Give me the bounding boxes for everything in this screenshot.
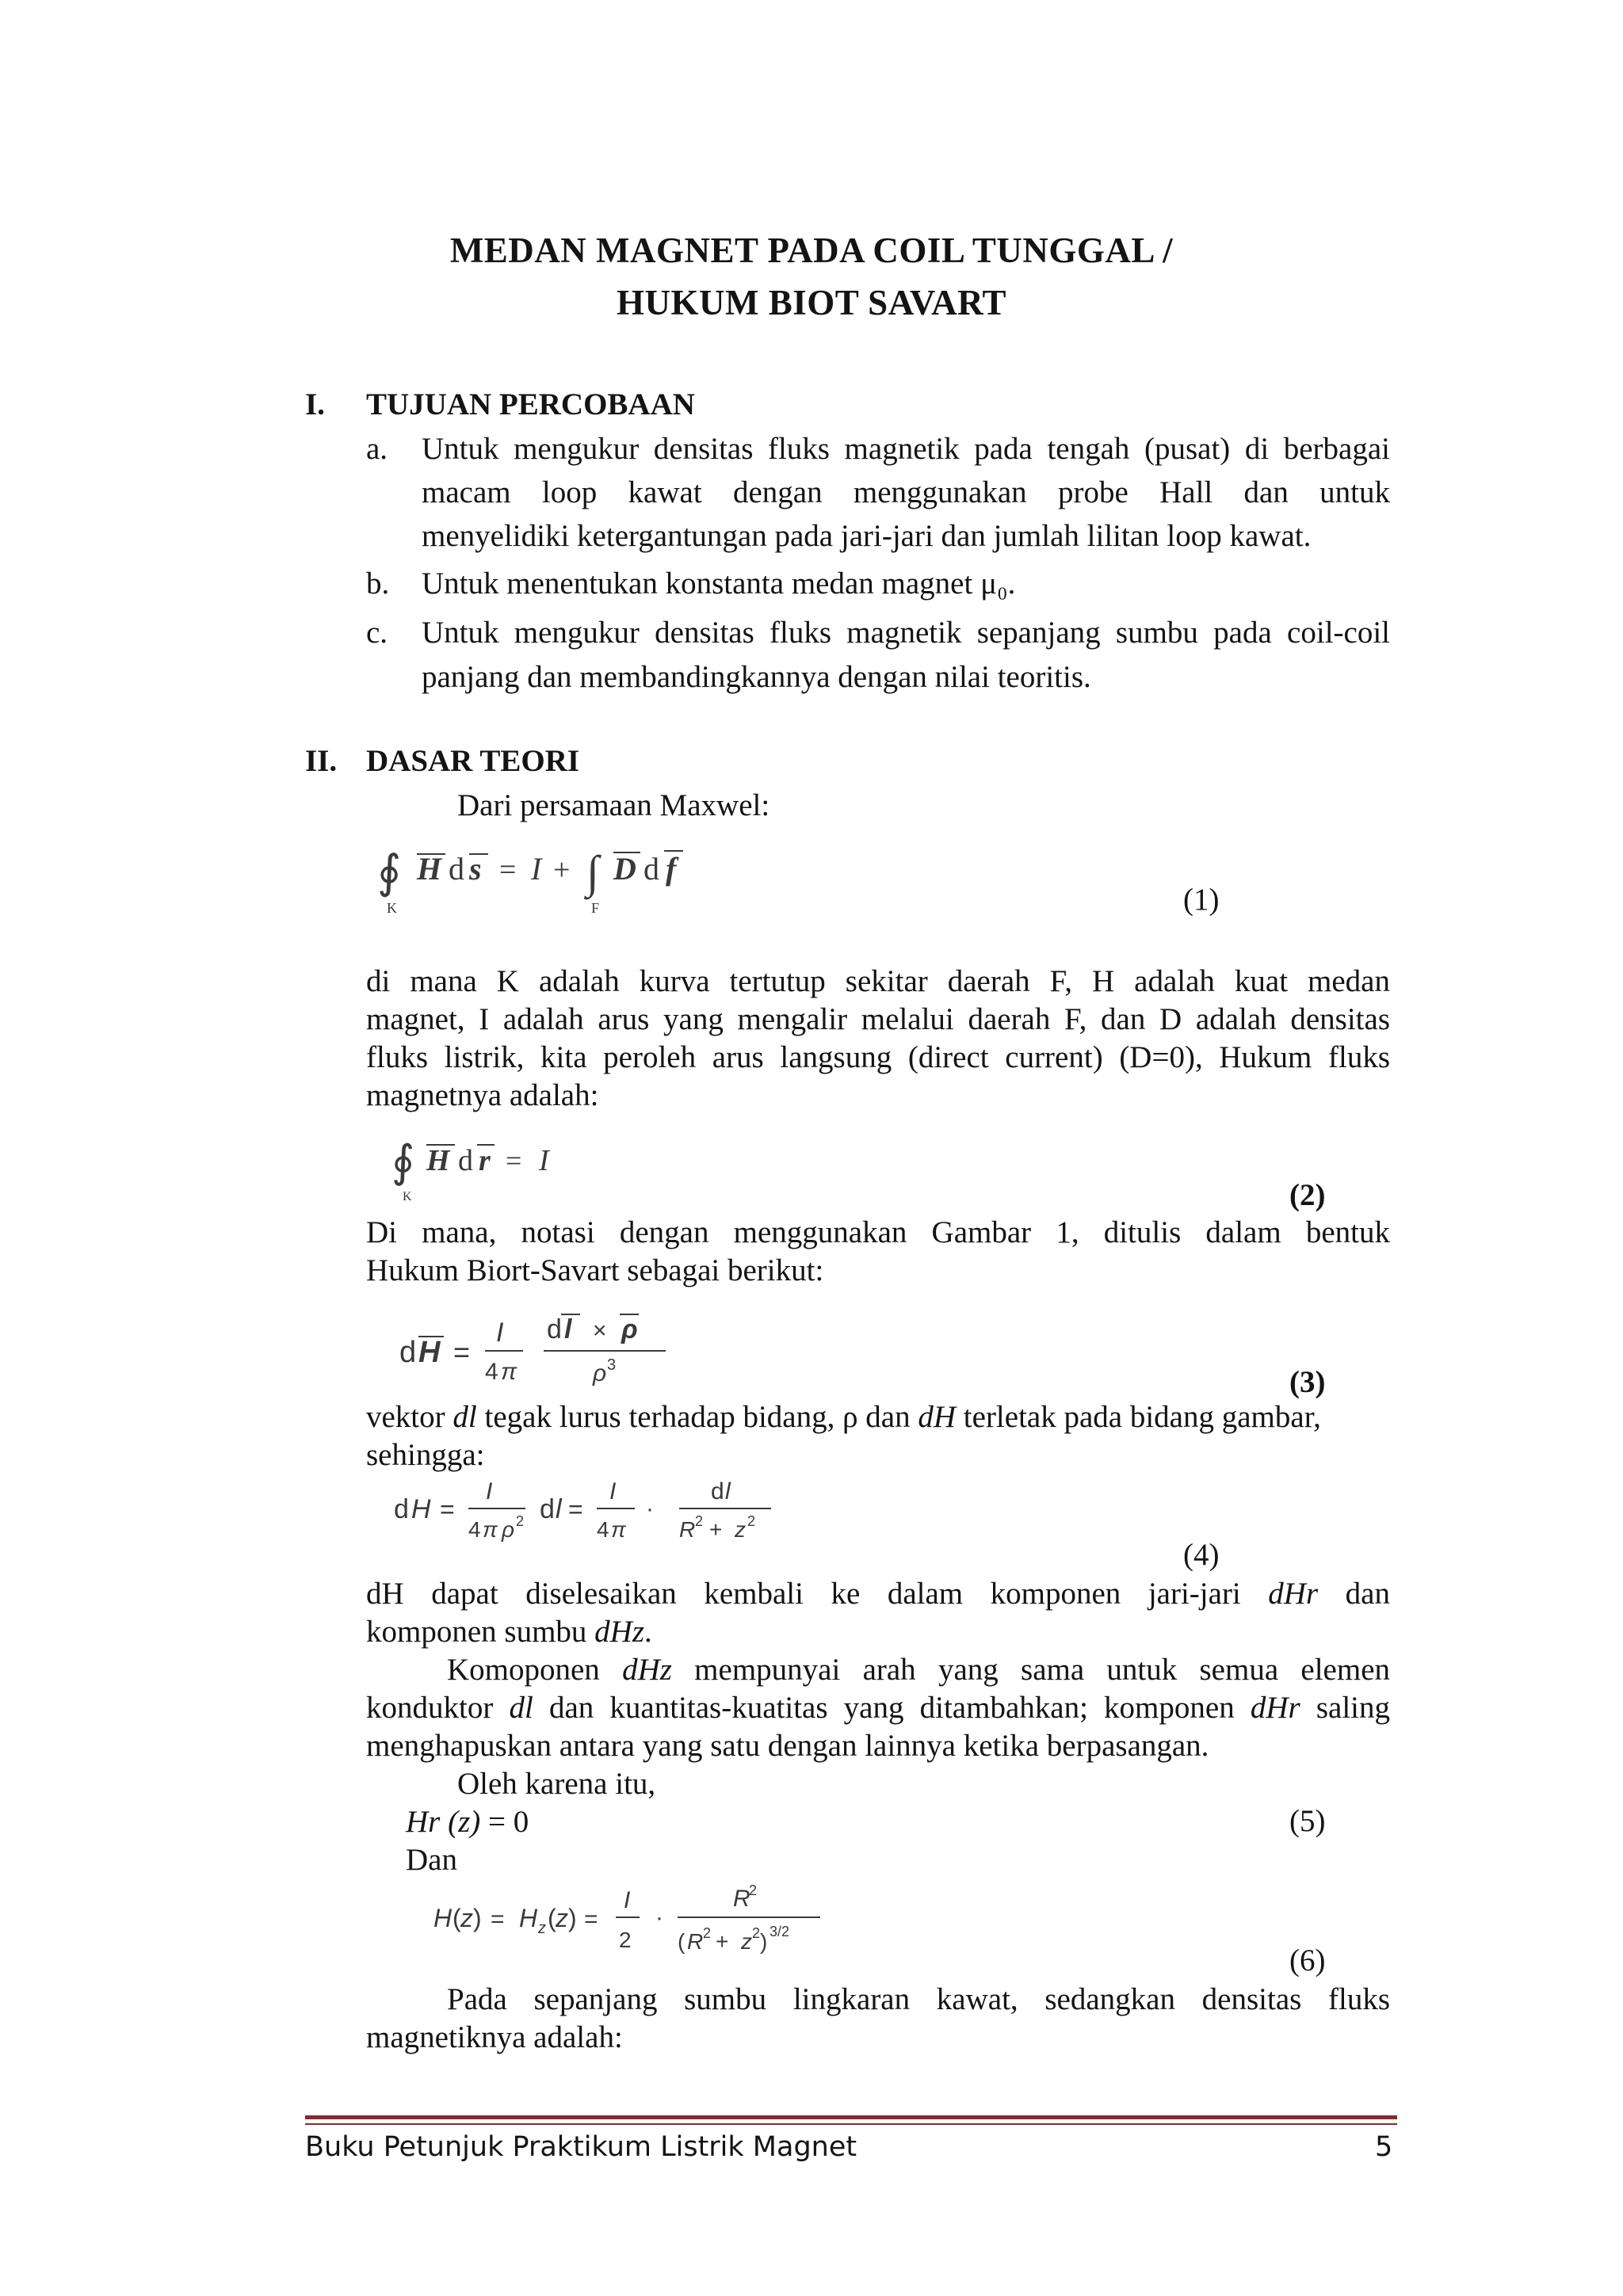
svg-text:=: = xyxy=(584,1906,598,1932)
equation-1-formula xyxy=(372,838,737,917)
item-c-marker: c. xyxy=(366,616,388,650)
svg-text:): ) xyxy=(568,1904,577,1932)
svg-text:H: H xyxy=(519,1904,538,1932)
svg-text:2: 2 xyxy=(619,1928,632,1952)
svg-text:l: l xyxy=(564,1314,572,1344)
equation-6-formula xyxy=(432,1878,844,1965)
svg-text:2: 2 xyxy=(749,1882,758,1898)
svg-text:=: = xyxy=(453,1336,471,1368)
item-b-line1: Untuk menentukan konstanta medan magnet μ₀. xyxy=(422,566,1016,601)
para7-line2: magnetiknya adalah: xyxy=(366,2020,623,2054)
svg-text:=: = xyxy=(491,1906,505,1932)
svg-text:2: 2 xyxy=(747,1513,756,1529)
svg-text:∫: ∫ xyxy=(586,846,599,898)
svg-text:×: × xyxy=(593,1318,607,1344)
svg-text:ρ: ρ xyxy=(621,1314,638,1344)
svg-text:d: d xyxy=(394,1494,409,1524)
svg-text:2: 2 xyxy=(695,1513,704,1529)
item-a-marker: a. xyxy=(366,432,388,466)
svg-text:R: R xyxy=(687,1929,704,1954)
equation-2-number: (2) xyxy=(1289,1178,1326,1212)
item-c-line1: Untuk mengukur densitas fluks magnetik sepanjang sumbu pada coil-coil xyxy=(422,616,1390,650)
svg-text:I: I xyxy=(496,1318,504,1348)
svg-text:H: H xyxy=(433,1904,453,1932)
svg-text:F: F xyxy=(591,900,600,916)
item-a-line3: menyelidiki ketergantungan pada jari-jari dan jumlah lilitan loop kawat. xyxy=(422,519,1312,553)
svg-text:I: I xyxy=(609,1478,617,1505)
para5-line3: menghapuskan antara yang satu dengan lainnya ketika berpasangan. xyxy=(366,1729,1209,1763)
section2-intro: Dari persamaan Maxwel: xyxy=(457,788,770,822)
svg-text:): ) xyxy=(473,1904,482,1932)
svg-text:R: R xyxy=(679,1517,696,1542)
svg-text:d: d xyxy=(449,851,464,887)
svg-text:d: d xyxy=(399,1336,417,1369)
svg-text:K: K xyxy=(387,900,397,916)
para2-line2: Hukum Biort-Savart sebagai berikut: xyxy=(366,1253,824,1287)
document-title-line2: HUKUM BIOT SAVART xyxy=(616,283,1007,322)
equation-3-number: (3) xyxy=(1289,1365,1326,1399)
para3-line1: vektor dl tegak lurus terhadap bidang, ρ dan dH terletak pada bidang gambar, xyxy=(366,1400,1321,1434)
para4-line1: dH dapat diselesaikan kembali ke dalam komponen jari-jari dHr dan xyxy=(366,1577,1390,1611)
svg-text:K: K xyxy=(403,1190,412,1203)
svg-text:d: d xyxy=(458,1144,473,1177)
svg-text:I: I xyxy=(486,1478,493,1505)
svg-text:2: 2 xyxy=(516,1513,525,1529)
para3-line2: sehingga: xyxy=(366,1438,485,1472)
svg-text:=: = xyxy=(506,1145,522,1177)
svg-text:I: I xyxy=(539,1144,549,1177)
svg-text:2: 2 xyxy=(752,1925,761,1941)
svg-text:4: 4 xyxy=(468,1517,481,1542)
svg-text:ρ: ρ xyxy=(502,1517,515,1542)
para7-line1: Pada sepanjang sumbu lingkaran kawat, sedangkan densitas fluks xyxy=(447,1982,1390,2016)
svg-text:H: H xyxy=(411,1494,431,1524)
para5-line1: Komoponen dHz mempunyai arah yang sama untuk semua elemen xyxy=(447,1653,1390,1687)
svg-text:z: z xyxy=(741,1929,752,1954)
equation-3-formula xyxy=(396,1303,697,1394)
item-a-line2: macam loop kawat dengan menggunakan probe Hall dan untuk xyxy=(422,475,1390,509)
svg-text:3/2: 3/2 xyxy=(769,1924,790,1939)
para5-line2: konduktor dl dan kuantitas-kuatitas yang ditambahkan; komponen dHr saling xyxy=(366,1691,1390,1725)
svg-text:d: d xyxy=(711,1478,724,1505)
svg-text:+: + xyxy=(553,853,571,887)
svg-text:): ) xyxy=(760,1929,768,1954)
equation-1-number: (1) xyxy=(1183,883,1220,917)
svg-text:z: z xyxy=(556,1904,568,1932)
section2-heading: DASAR TEORI xyxy=(366,744,580,778)
svg-text:H: H xyxy=(426,1144,450,1177)
svg-text:H: H xyxy=(418,1336,441,1369)
svg-text:(: ( xyxy=(548,1904,556,1932)
svg-text:ρ: ρ xyxy=(593,1360,607,1386)
svg-text:4: 4 xyxy=(485,1359,498,1385)
svg-text:I: I xyxy=(531,851,542,887)
svg-text:=: = xyxy=(568,1495,583,1524)
para2-line1: Di mana, notasi dengan menggunakan Gambar 1, ditulis dalam bentuk xyxy=(366,1215,1390,1249)
equation-4-number: (4) xyxy=(1183,1538,1220,1572)
para1-line2: magnet, I adalah arus yang mengalir melalui daerah F, dan D adalah densitas xyxy=(366,1002,1390,1036)
svg-text:z: z xyxy=(460,1904,473,1932)
svg-text:=: = xyxy=(499,853,517,887)
svg-text:∮: ∮ xyxy=(391,1138,415,1187)
svg-text:π: π xyxy=(483,1517,498,1542)
dan-text: Dan xyxy=(406,1843,457,1877)
svg-text:π: π xyxy=(501,1359,517,1385)
svg-text:z: z xyxy=(538,1920,546,1937)
svg-text:l: l xyxy=(556,1494,562,1524)
svg-text:∮: ∮ xyxy=(377,846,402,898)
para6: Oleh karena itu, xyxy=(457,1767,656,1801)
svg-text:R: R xyxy=(733,1886,750,1912)
equation-2-formula xyxy=(388,1129,594,1204)
para1-line4: magnetnya adalah: xyxy=(366,1078,599,1112)
svg-text:H: H xyxy=(417,851,442,887)
svg-text:·: · xyxy=(646,1496,654,1522)
svg-text:=: = xyxy=(440,1495,455,1524)
svg-text:s: s xyxy=(469,851,482,887)
svg-text:π: π xyxy=(611,1517,626,1542)
item-c-line2: panjang dan membandingkannya dengan nilai teoritis. xyxy=(422,660,1091,694)
svg-text:·: · xyxy=(655,1905,663,1931)
svg-text:+: + xyxy=(716,1929,729,1954)
svg-text:d: d xyxy=(540,1494,555,1524)
section2-number: II. xyxy=(305,744,338,778)
equation-5-number: (5) xyxy=(1289,1804,1326,1838)
document-title-line1: MEDAN MAGNET PADA COIL TUNGGAL / xyxy=(449,231,1174,270)
svg-text:+: + xyxy=(709,1517,723,1542)
para1-line1: di mana K adalah kurva tertutup sekitar daerah F, H adalah kuat medan xyxy=(366,964,1390,998)
svg-text:d: d xyxy=(547,1314,562,1344)
section1-number: I. xyxy=(305,387,325,421)
item-a-line1: Untuk mengukur densitas fluks magnetik pada tengah (pusat) di berbagai xyxy=(422,432,1390,466)
footer-rule-thin xyxy=(305,2123,1397,2125)
svg-text:D: D xyxy=(613,851,636,887)
svg-text:2: 2 xyxy=(703,1925,712,1941)
svg-text:l: l xyxy=(725,1478,731,1505)
equation-4-formula xyxy=(392,1472,804,1551)
footer-book-title: Buku Petunjuk Praktikum Listrik Magnet xyxy=(305,2131,857,2163)
svg-text:I: I xyxy=(624,1887,631,1913)
equation-6-number: (6) xyxy=(1289,1943,1326,1978)
para4-line2: komponen sumbu dHz. xyxy=(366,1615,652,1649)
svg-text:r: r xyxy=(479,1144,491,1177)
footer-rule-thick xyxy=(305,2115,1397,2119)
item-b-marker: b. xyxy=(366,566,390,601)
section1-heading: TUJUAN PERCOBAAN xyxy=(366,387,695,421)
svg-text:(: ( xyxy=(678,1929,685,1954)
svg-text:f: f xyxy=(666,851,677,887)
para1-line3: fluks listrik, kita peroleh arus langsung (direct current) (D=0), Hukum fluks xyxy=(366,1040,1390,1074)
svg-text:(: ( xyxy=(453,1904,461,1932)
svg-text:3: 3 xyxy=(607,1356,617,1374)
svg-text:4: 4 xyxy=(597,1517,609,1542)
svg-text:d: d xyxy=(643,851,659,887)
equation-5-text: Hr (z) = 0 xyxy=(406,1805,529,1839)
svg-text:z: z xyxy=(735,1517,746,1542)
footer-page-number: 5 xyxy=(1375,2131,1393,2163)
